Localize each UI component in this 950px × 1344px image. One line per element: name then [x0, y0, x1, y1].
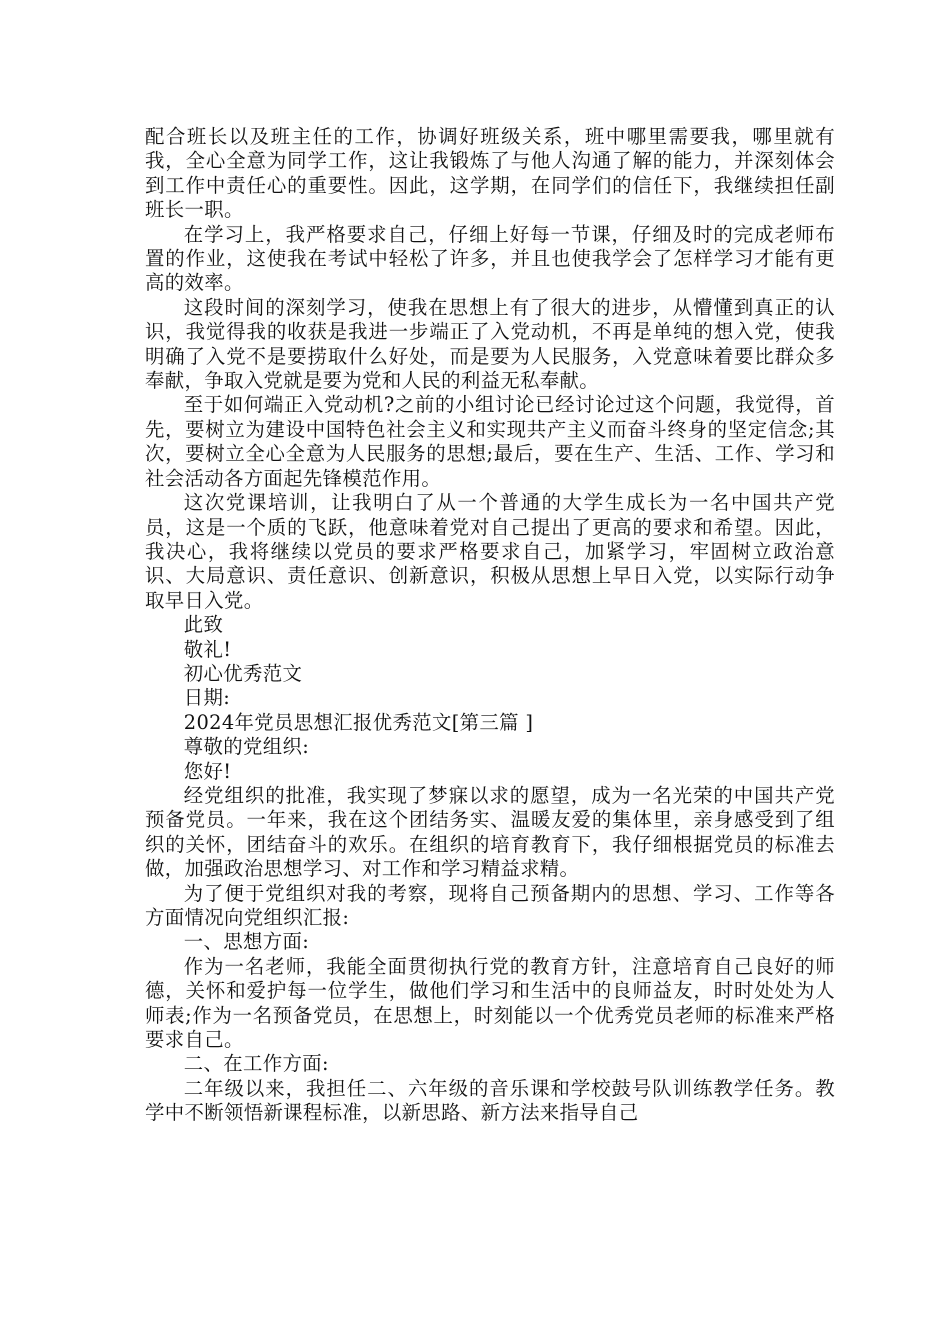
paragraph-thought: 作为一名老师，我能全面贯彻执行党的教育方针，注意培育自己良好的师德，关怀和爱护每一位学生，做他们学习和生活中的良师益友，时时处处为人师表;作为一名预备党员，在思想上，时刻能以一个优秀党员老师的标准来严格要求自己。 [145, 954, 835, 1052]
paragraph-work: 二年级以来，我担任二、六年级的音乐课和学校鼓号队训练教学任务。教学中不断领悟新课程标准，以新思路、新方法来指导自己 [145, 1076, 835, 1125]
heading-thought: 一、思想方面: [183, 930, 310, 954]
heading-work: 二、在工作方面: [183, 1052, 329, 1076]
closing-date: 日期: [183, 686, 231, 710]
closing-salutation: 此致 [183, 613, 224, 637]
paragraph-report-intro: 为了便于党组织对我的考察，现将自己预备期内的思想、学习、工作等各方面情况向党组织汇报: [145, 881, 835, 929]
paragraph-approval: 经党组织的批准，我实现了梦寐以求的愿望，成为一名光荣的中国共产党预备党员。一年来，我在这个团结务实、温暖友爱的集体里，亲身感受到了组织的关怀，团结奋斗的欢乐。在组织的培育教育下，我仔细根据党员的标准去做，加强政治思想学习、对工作和学习精益求精。 [145, 783, 835, 881]
paragraph-progress: 这段时间的深刻学习，使我在思想上有了很大的进步，从懵懂到真正的认识，我觉得我的收获是我进一步端正了入党动机，不再是单纯的想入党，使我明确了入党不是要捞取什么好处，而是要为人民服务，入党意味着要比群众多奉献，争取入党就是要为党和人民的利益无私奉献。 [145, 295, 835, 393]
document-body [145, 125, 835, 1126]
closing-signature: 初心优秀范文 [183, 661, 303, 685]
section-title: 2024年党员思想汇报优秀范文[第三篇 ] [183, 710, 534, 734]
paragraph-class-monitor: 配合班长以及班主任的工作，协调好班级关系，班中哪里需要我，哪里就有我，全心全意为同学工作，这让我锻炼了与他人沟通了解的能力，并深刻体会到工作中责任心的重要性。因此，这学期，在同学们的信任下，我继续担任副班长一职。 [145, 125, 835, 222]
greeting: 您好! [183, 759, 232, 783]
paragraph-motivation: 至于如何端正入党动机?之前的小组讨论已经讨论过这个问题，我觉得，首先，要树立为建设中国特色社会主义和实现共产主义而奋斗终身的坚定信念;其次，要树立全心全意为人民服务的思想;最后，要在生产、生活、工作、学习和社会活动各方面起先锋模范作用。 [145, 393, 835, 490]
greeting-to: 尊敬的党组织: [183, 735, 310, 759]
closing-respect: 敬礼! [183, 637, 232, 661]
paragraph-study: 在学习上，我严格要求自己，仔细上好每一节课，仔细及时的完成老师布置的作业，这使我在考试中轻松了许多，并且也使我学会了怎样学习才能有更高的效率。 [145, 222, 835, 295]
paragraph-training: 这次党课培训，让我明白了从一个普通的大学生成长为一名中国共产党员，这是一个质的飞跃，他意味着党对自己提出了更高的要求和希望。因此，我决心，我将继续以党员的要求严格要求自己，加紧学习，牢固树立政治意识、大局意识、责任意识、创新意识，积极从思想上早日入党，以实际行动争取早日入党。 [145, 491, 835, 612]
